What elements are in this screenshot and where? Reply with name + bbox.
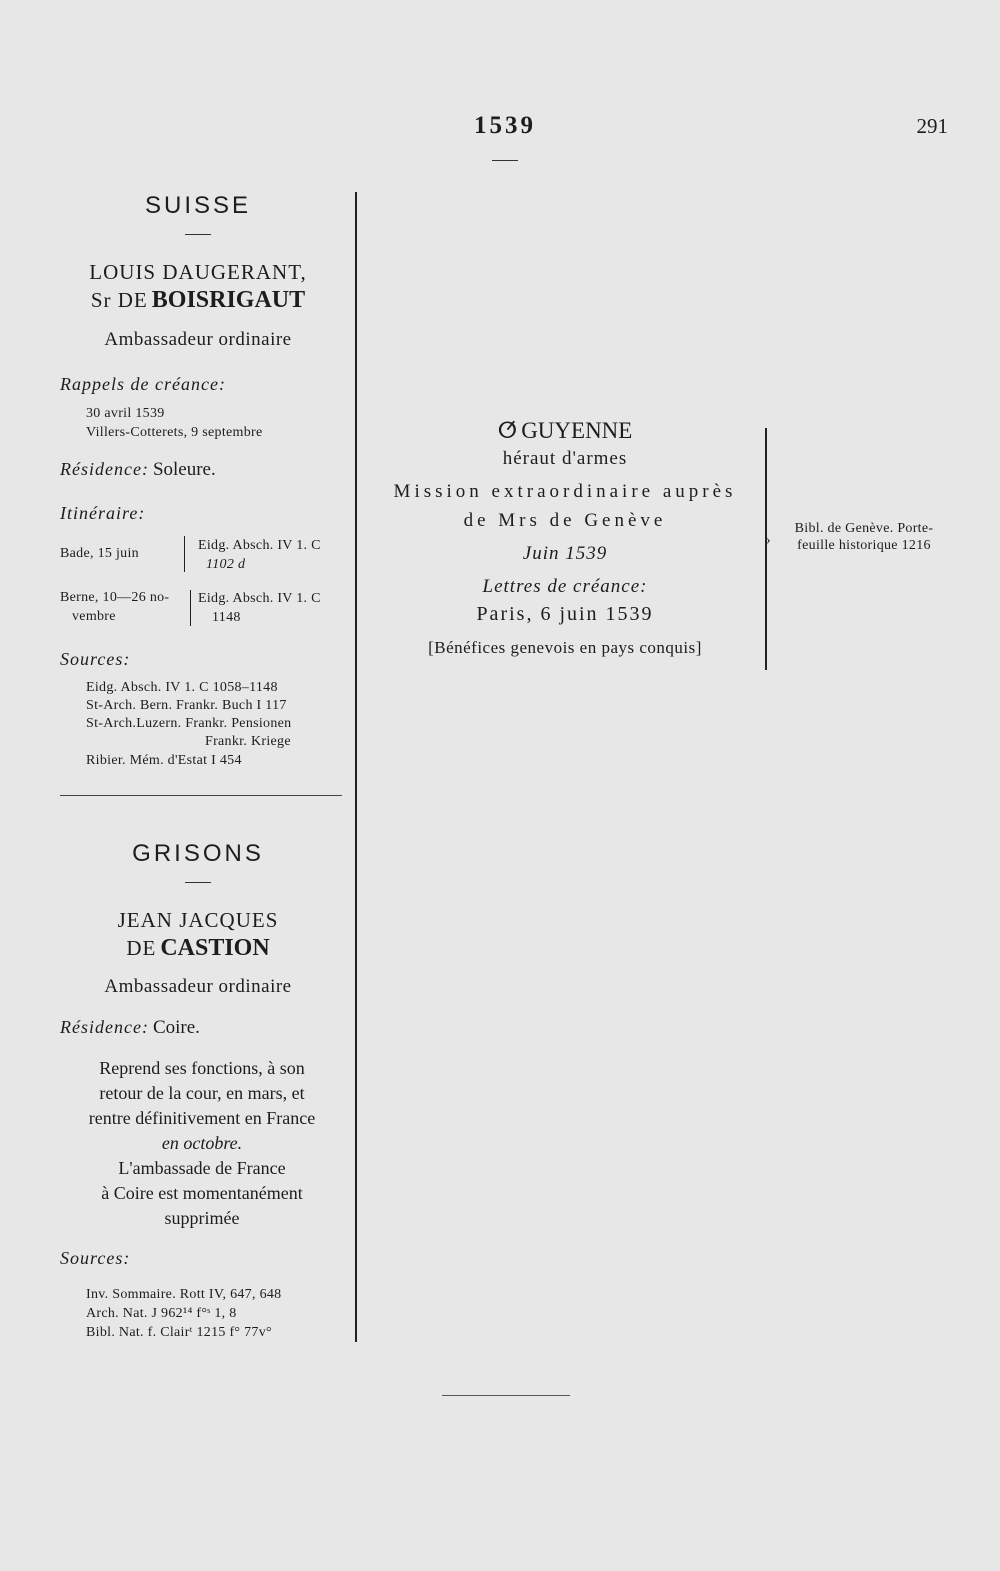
paragraph-line: à Coire est momentanément: [101, 1183, 303, 1203]
paragraph-line: supprimée: [164, 1208, 240, 1228]
mission-line: Mission extraordinaire auprès: [393, 481, 737, 502]
residence: [60, 459, 216, 481]
paragraph-line: L'ambassade de France: [118, 1158, 286, 1178]
paragraph: [60, 1156, 344, 1231]
name-prefix: Sr DE: [90, 288, 148, 312]
itinerary-place: vembre: [72, 609, 116, 624]
header-rule: [492, 160, 518, 161]
residence: [60, 1017, 200, 1039]
right-bracket: [765, 428, 767, 670]
sources-label: Sources:: [60, 1248, 131, 1268]
paragraph-line: rentre définitivement en France: [88, 1108, 316, 1128]
name-main: CASTION: [160, 935, 270, 961]
source-item: Eidg. Absch. IV 1. C 1058–1148: [86, 680, 278, 695]
envoy-name: GUYENNE: [521, 418, 633, 443]
paragraph-line: retour de la cour, en mars, et: [99, 1083, 305, 1103]
lettres-label: Lettres de créance:: [482, 576, 648, 597]
source-item: Inv. Sommaire. Rott IV, 647, 648: [86, 1287, 282, 1302]
source-item: Arch. Nat. J 962¹⁴ f°ˢ 1, 8: [86, 1306, 237, 1321]
brace: [184, 536, 189, 572]
itinerary-ref: 1148: [212, 610, 241, 625]
name-prefix: DE: [126, 936, 157, 960]
section-title-grisons: GRISONS: [132, 840, 264, 867]
source-item: Ribier. Mém. d'Estat I 454: [86, 753, 242, 768]
reference-note: feuille historique 1216: [797, 538, 931, 553]
sources-label: Sources:: [60, 649, 131, 669]
column-divider: [355, 192, 357, 1342]
residence-label: Résidence:: [60, 1017, 149, 1037]
residence-label: Résidence:: [60, 459, 149, 479]
note: [Bénéfices genevois en pays conquis]: [428, 638, 702, 657]
rappels-label: Rappels de créance:: [60, 374, 226, 394]
itineraire-label: Itinéraire:: [60, 503, 146, 523]
itinerary-ref: Eidg. Absch. IV 1. C: [198, 538, 321, 553]
brace: [190, 590, 195, 626]
source-item: Bibl. Nat. f. Clairᵗ 1215 f° 77v°: [86, 1325, 272, 1340]
envoy-heading: [365, 418, 765, 444]
bleed-through-text: [760, 200, 769, 226]
bracket-point: ›: [766, 533, 771, 548]
section-separator: [60, 795, 342, 796]
rappels-item: Villers-Cotterets, 9 septembre: [86, 425, 263, 440]
itinerary-place: Bade, 15 juin: [60, 546, 139, 561]
itinerary-ref: Eidg. Absch. IV 1. C: [198, 591, 321, 606]
ambassador-name-line1: LOUIS DAUGERANT,: [89, 260, 307, 284]
lettres-value: Paris, 6 juin 1539: [476, 603, 654, 625]
residence-value: Soleure.: [152, 459, 216, 480]
envoy-role: héraut d'armes: [502, 448, 628, 469]
source-item: Frankr. Kriege: [205, 734, 291, 749]
paragraph-line: en octobre.: [161, 1133, 243, 1153]
residence-value: Coire.: [152, 1017, 200, 1038]
ambassador-name-line2: [60, 935, 336, 962]
ambassador-name-line2: [60, 287, 336, 314]
mission-line: de Mrs de Genève: [463, 510, 667, 531]
mission-date: Juin 1539: [522, 543, 608, 564]
page-year: 1539: [474, 112, 536, 139]
paragraph: [60, 1056, 344, 1156]
bottom-rule: [442, 1395, 570, 1396]
title-rule: [185, 882, 211, 883]
section-title-suisse: SUISSE: [144, 192, 252, 219]
ambassador-name-line1: JEAN JACQUES: [117, 908, 279, 932]
rappels-item: 30 avril 1539: [86, 406, 165, 421]
role: Ambassadeur ordinaire: [104, 329, 292, 350]
itinerary-ref: 1102 d: [206, 557, 246, 572]
reference-note: Bibl. de Genève. Porte-: [794, 521, 934, 536]
paragraph-line: Reprend ses fonctions, à son: [99, 1058, 305, 1078]
page-number: 291: [916, 114, 948, 138]
source-item: St-Arch. Bern. Frankr. Buch I 117: [86, 698, 287, 713]
herald-symbol: ⵚ: [497, 418, 518, 443]
itinerary-place: Berne, 10—26 no-: [60, 590, 170, 605]
name-main: BOISRIGAUT: [151, 287, 306, 313]
source-item: St-Arch.Luzern. Frankr. Pensionen: [86, 716, 292, 731]
title-rule: [185, 234, 211, 235]
role: Ambassadeur ordinaire: [104, 976, 292, 997]
